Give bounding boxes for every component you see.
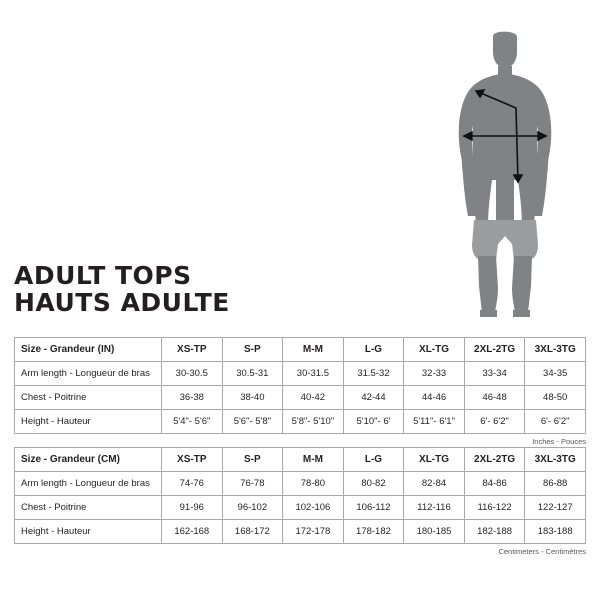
cell-height-2xl: 6'- 6'2" — [464, 410, 525, 434]
cell-chest-3xl-cm: 122-127 — [525, 496, 586, 520]
cell-chest-3xl: 48-50 — [525, 386, 586, 410]
cell-height-xs-cm: 162-168 — [162, 520, 223, 544]
column-header-s: S-P — [222, 338, 283, 362]
column-header-s-cm: S-P — [222, 448, 283, 472]
page-title-fr: HAUTS ADULTE — [14, 288, 230, 317]
cell-chest-m-cm: 102-106 — [283, 496, 344, 520]
figure-body-silhouette — [459, 32, 552, 317]
size-table-inches — [14, 337, 586, 434]
row-label-chest: Chest - Poitrine — [15, 386, 162, 410]
cell-height-2xl-cm: 182-188 — [464, 520, 525, 544]
row-label-height-cm: Height - Hauteur — [15, 520, 162, 544]
cell-height-m-cm: 172-178 — [283, 520, 344, 544]
cell-chest-l-cm: 106-112 — [343, 496, 404, 520]
cell-chest-xs-cm: 91-96 — [162, 496, 223, 520]
row-label-arm-length-cm: Arm length - Longueur de bras — [15, 472, 162, 496]
cell-height-m: 5'8"- 5'10" — [283, 410, 344, 434]
column-header-xs-cm: XS-TP — [162, 448, 223, 472]
size-table-inches-wrapper — [14, 337, 586, 446]
column-header-m-cm: M-M — [283, 448, 344, 472]
cell-height-xs: 5'4"- 5'6" — [162, 410, 223, 434]
column-header-xl-cm: XL-TG — [404, 448, 465, 472]
cell-chest-m: 40-42 — [283, 386, 344, 410]
cell-height-xl-cm: 180-185 — [404, 520, 465, 544]
cell-arm-s-cm: 76-78 — [222, 472, 283, 496]
column-header-xs: XS-TP — [162, 338, 223, 362]
table-row — [15, 362, 586, 386]
cell-chest-2xl-cm: 116-122 — [464, 496, 525, 520]
cell-chest-xs: 36-38 — [162, 386, 223, 410]
cell-chest-s-cm: 96-102 — [222, 496, 283, 520]
cell-height-3xl-cm: 183-188 — [525, 520, 586, 544]
row-label-height: Height - Hauteur — [15, 410, 162, 434]
column-header-3xl: 3XL-3TG — [525, 338, 586, 362]
column-header-xl: XL-TG — [404, 338, 465, 362]
cell-arm-s: 30.5-31 — [222, 362, 283, 386]
table-row — [15, 472, 586, 496]
size-table-cm — [14, 447, 586, 544]
row-label-chest-cm: Chest - Poitrine — [15, 496, 162, 520]
size-table-cm-wrapper — [14, 447, 586, 556]
cell-height-s: 5'6"- 5'8" — [222, 410, 283, 434]
cell-height-s-cm: 168-172 — [222, 520, 283, 544]
cell-chest-xl: 44-46 — [404, 386, 465, 410]
column-header-m: M-M — [283, 338, 344, 362]
unit-note-centimeters: Centimeters - Centimètres — [498, 547, 586, 556]
table-row — [15, 386, 586, 410]
table-row — [15, 410, 586, 434]
row-label-arm-length: Arm length - Longueur de bras — [15, 362, 162, 386]
male-torso-measurement-figure — [430, 30, 580, 320]
cell-arm-3xl-cm: 86-88 — [525, 472, 586, 496]
unit-note-inches: Inches - Pouces — [532, 437, 586, 446]
cell-arm-3xl: 34-35 — [525, 362, 586, 386]
column-header-3xl-cm: 3XL-3TG — [525, 448, 586, 472]
cell-chest-l: 42-44 — [343, 386, 404, 410]
cell-arm-m: 30-31.5 — [283, 362, 344, 386]
cell-arm-l-cm: 80-82 — [343, 472, 404, 496]
column-header-size-in: Size - Grandeur (IN) — [15, 338, 162, 362]
cell-height-xl: 5'11"- 6'1" — [404, 410, 465, 434]
table-row — [15, 496, 586, 520]
page-title-en: ADULT TOPS — [14, 261, 192, 290]
table-header-row — [15, 338, 586, 362]
cell-arm-xs: 30-30.5 — [162, 362, 223, 386]
cell-chest-xl-cm: 112-116 — [404, 496, 465, 520]
column-header-size-cm: Size - Grandeur (CM) — [15, 448, 162, 472]
table-header-row — [15, 448, 586, 472]
cell-height-l-cm: 178-182 — [343, 520, 404, 544]
column-header-l: L-G — [343, 338, 404, 362]
cell-height-3xl: 6'- 6'2" — [525, 410, 586, 434]
cell-arm-xl-cm: 82-84 — [404, 472, 465, 496]
cell-arm-2xl: 33-34 — [464, 362, 525, 386]
cell-arm-m-cm: 78-80 — [283, 472, 344, 496]
column-header-2xl-cm: 2XL-2TG — [464, 448, 525, 472]
cell-chest-2xl: 46-48 — [464, 386, 525, 410]
column-header-l-cm: L-G — [343, 448, 404, 472]
column-header-2xl: 2XL-2TG — [464, 338, 525, 362]
cell-arm-2xl-cm: 84-86 — [464, 472, 525, 496]
cell-arm-xs-cm: 74-76 — [162, 472, 223, 496]
cell-arm-l: 31.5-32 — [343, 362, 404, 386]
cell-arm-xl: 32-33 — [404, 362, 465, 386]
cell-chest-s: 38-40 — [222, 386, 283, 410]
cell-height-l: 5'10"- 6' — [343, 410, 404, 434]
page-title — [14, 262, 434, 316]
table-row — [15, 520, 586, 544]
